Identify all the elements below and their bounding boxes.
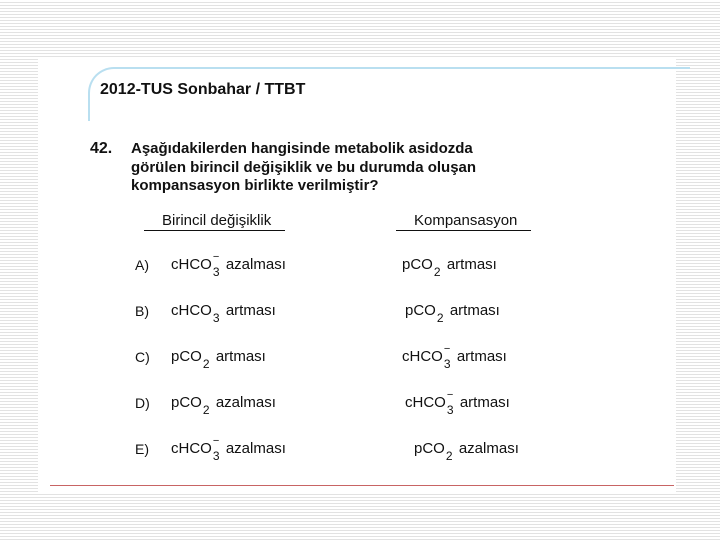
chemical-formula bbox=[171, 348, 210, 371]
change-text: artması bbox=[215, 348, 266, 365]
change-text: artması bbox=[456, 348, 507, 365]
change-text: azalması bbox=[458, 440, 519, 457]
formula-base: pCO bbox=[171, 394, 202, 411]
chemical-formula bbox=[171, 302, 220, 325]
change-text: azalması bbox=[225, 440, 286, 457]
formula-subscript: 3 bbox=[212, 311, 220, 325]
formula-subscript: 2 bbox=[436, 311, 444, 325]
chemical-formula bbox=[402, 343, 451, 371]
option-primary-change[interactable] bbox=[171, 348, 266, 371]
formula-subscript: 2 bbox=[202, 357, 210, 371]
exam-title: 2012-TUS Sonbahar / TTBT bbox=[100, 81, 306, 98]
change-text: artması bbox=[459, 394, 510, 411]
formula-subscript: 3 bbox=[443, 357, 451, 371]
divider-line bbox=[50, 485, 674, 486]
change-text: artması bbox=[449, 302, 500, 319]
formula-base: cHCO bbox=[171, 302, 212, 319]
formula-subscript: 3 bbox=[446, 403, 454, 417]
formula-base: cHCO bbox=[171, 440, 212, 457]
option-letter[interactable]: E) bbox=[135, 441, 149, 457]
charge-superscript: − bbox=[443, 343, 451, 355]
formula-subscript: 2 bbox=[202, 403, 210, 417]
column-header-primary-change: Birincil değişiklik bbox=[144, 212, 285, 231]
option-letter[interactable]: B) bbox=[135, 303, 149, 319]
change-text: artması bbox=[446, 256, 497, 273]
formula-base: cHCO bbox=[405, 394, 446, 411]
option-compensation[interactable] bbox=[405, 302, 500, 325]
formula-base: pCO bbox=[405, 302, 436, 319]
charge-superscript: − bbox=[212, 251, 220, 263]
option-primary-change[interactable] bbox=[171, 251, 286, 279]
formula-base: pCO bbox=[402, 256, 433, 273]
slide-panel bbox=[38, 58, 676, 492]
change-text: azalması bbox=[225, 256, 286, 273]
formula-base: pCO bbox=[414, 440, 445, 457]
chemical-formula bbox=[402, 256, 441, 279]
option-primary-change[interactable] bbox=[171, 302, 276, 325]
charge-superscript: − bbox=[446, 389, 454, 401]
formula-subscript: 3 bbox=[212, 265, 220, 279]
option-compensation[interactable] bbox=[414, 440, 519, 463]
question-line: görülen birincil değişiklik ve bu durumda oluşan bbox=[131, 158, 477, 176]
question-number: 42. bbox=[90, 140, 113, 157]
option-letter[interactable]: D) bbox=[135, 395, 150, 411]
column-header-compensation: Kompansasyon bbox=[396, 212, 531, 231]
formula-subscript: 2 bbox=[433, 265, 441, 279]
chemical-formula bbox=[171, 394, 210, 417]
option-compensation[interactable] bbox=[402, 343, 507, 371]
formula-base: cHCO bbox=[171, 256, 212, 273]
option-primary-change[interactable] bbox=[171, 435, 286, 463]
formula-base: cHCO bbox=[402, 348, 443, 365]
question-line: Aşağıdakilerden hangisinde metabolik asidozda bbox=[131, 140, 473, 157]
chemical-formula bbox=[171, 435, 220, 463]
question-line: kompansasyon birlikte verilmiştir? bbox=[131, 177, 379, 194]
option-primary-change[interactable] bbox=[171, 394, 276, 417]
charge-superscript: − bbox=[212, 435, 220, 447]
chemical-formula bbox=[414, 440, 453, 463]
formula-base: pCO bbox=[171, 348, 202, 365]
option-letter[interactable]: A) bbox=[135, 257, 149, 273]
formula-subscript: 2 bbox=[445, 449, 453, 463]
question-text bbox=[131, 140, 671, 196]
chemical-formula bbox=[405, 389, 454, 417]
change-text: artması bbox=[225, 302, 276, 319]
change-text: azalması bbox=[215, 394, 276, 411]
option-compensation[interactable] bbox=[402, 256, 497, 279]
option-letter[interactable]: C) bbox=[135, 349, 150, 365]
chemical-formula bbox=[171, 251, 220, 279]
option-compensation[interactable] bbox=[405, 389, 510, 417]
formula-subscript: 3 bbox=[212, 449, 220, 463]
chemical-formula bbox=[405, 302, 444, 325]
